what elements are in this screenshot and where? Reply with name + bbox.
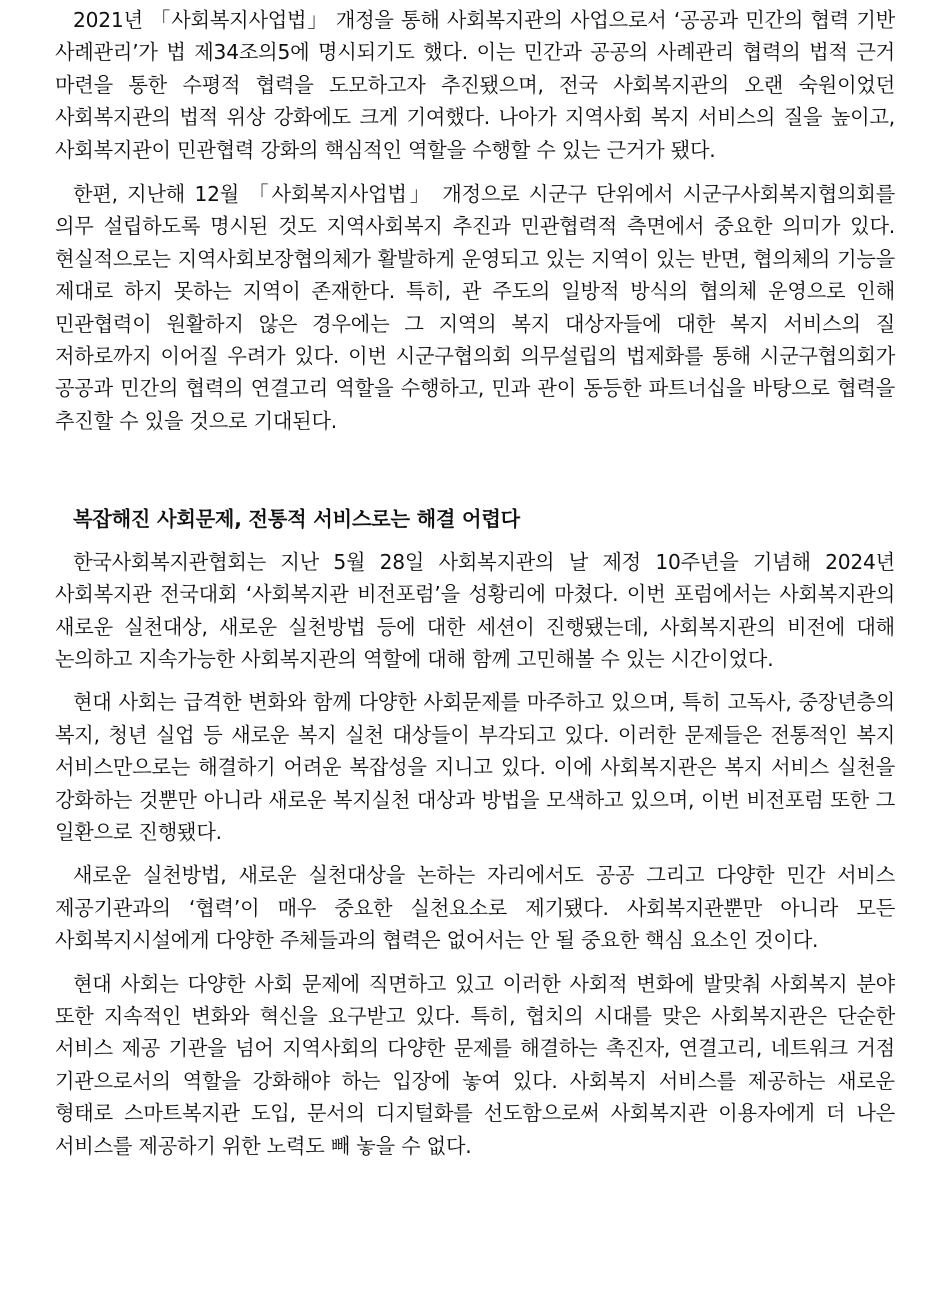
paragraph-district-council-mandate: 한편, 지난해 12월 「사회복지사업법」 개정으로 시군구 단위에서 시군구사회복지협의회를 의무 설립하도록 명시된 것도 지역사회복지 추진과 민관협력적 측면에서 중요한 의미가 있다. 현실적으로는 지역사회보장협의체가 활발하게 운영되고 있는 지역이 있는 반면, 협의체의 기능을 제대로 하지 못하는 지역이 존재한다. 특히, 관 주도의 일방적 방식의 협의체 운영으로 인해 민관협력이 원활하지 않은 경우에는 그 지역의 복지 대상자들에 대한 복지 서비스의 질 저하로까지 이어질 우려가 있다. 이번 시군구협의회 의무설립의 법제화를 통해 시군구협의회가 공공과 민간의 협력의 연결고리 역할을 수행하고, 민과 관이 동등한 파트너십을 바탕으로 협력을 추진할 수 있을 것으로 기대된다. xyxy=(55,182,895,433)
paragraph-innovation: 현대 사회는 다양한 사회 문제에 직면하고 있고 이러한 사회적 변화에 발맞춰 사회복지 분야 또한 지속적인 변화와 혁신을 요구받고 있다. 특히, 협치의 시대를 맞은 사회복지관은 단순한 서비스 제공 기관을 넘어 지역사회의 다양한 문제를 해결하는 촉진자, 연결고리, 네트워크 거점 기관으로서의 역할을 강화해야 하는 입장에 놓여 있다. 사회복지 서비스를 제공하는 새로운 형태로 스마트복지관 도입, 문서의 디지털화를 선도함으로써 사회복지관 이용자에게 더 나은 서비스를 제공하기 위한 노력도 빼 놓을 수 없다. xyxy=(55,971,895,1158)
paragraph-new-practice-targets: 현대 사회는 급격한 변화와 함께 다양한 사회문제를 마주하고 있으며, 특히 고독사, 중장년층의 복지, 청년 실업 등 새로운 복지 실천 대상들이 부각되고 있다. 이러한 문제들은 전통적인 복지 서비스만으로는 해결하기 어려운 복잡성을 지니고 있다. 이에 사회복지관은 복지 서비스 실천을 강화하는 것뿐만 아니라 새로운 복지실천 대상과 방법을 모색하고 있으며, 이번 비전포럼 또한 그 일환으로 진행됐다. xyxy=(55,690,895,844)
paragraph-social-welfare-act-2021: 2021년 「사회복지사업법」 개정을 통해 사회복지관의 사업으로서 ‘공공과 민간의 협력 기반 사례관리’가 법 제34조의5에 명시되기도 했다. 이는 민간과 공공의 사례관리 협력의 법적 근거 마련을 통한 수평적 협력을 도모하고자 추진됐으며, 전국 사회복지관의 오랜 숙원이었던 사회복지관의 법적 위상 강화에도 크게 기여했다. 나아가 지역사회 복지 서비스의 질을 높이고, 사회복지관이 민관협력 강화의 핵심적인 역할을 수행할 수 있는 근거가 됐다. xyxy=(55,8,895,162)
section-heading: 복잡해진 사회문제, 전통적 서비스로는 해결 어렵다 xyxy=(73,507,520,532)
paragraph-vision-forum: 한국사회복지관협회는 지난 5월 28일 사회복지관의 날 제정 10주년을 기념해 2024년 사회복지관 전국대회 ‘사회복지관 비전포럼’을 성황리에 마쳤다. 이번 포럼에서는 사회복지관의 새로운 실천대상, 새로운 실천방법 등에 대한 세션이 진행됐는데, 사회복지관의 비전에 대해 논의하고 지속가능한 사회복지관의 역할에 대해 함께 고민해볼 수 있는 시간이었다. xyxy=(55,549,895,671)
paragraph-cooperation: 새로운 실천방법, 새로운 실천대상을 논하는 자리에서도 공공 그리고 다양한 민간 서비스 제공기관과의 ‘협력’이 매우 중요한 실천요소로 제기됐다. 사회복지관뿐만 아니라 모든 사회복지시설에게 다양한 주체들과의 협력은 없어서는 안 될 중요한 핵심 요소인 것이다. xyxy=(55,863,895,953)
article-body xyxy=(55,4,895,1162)
